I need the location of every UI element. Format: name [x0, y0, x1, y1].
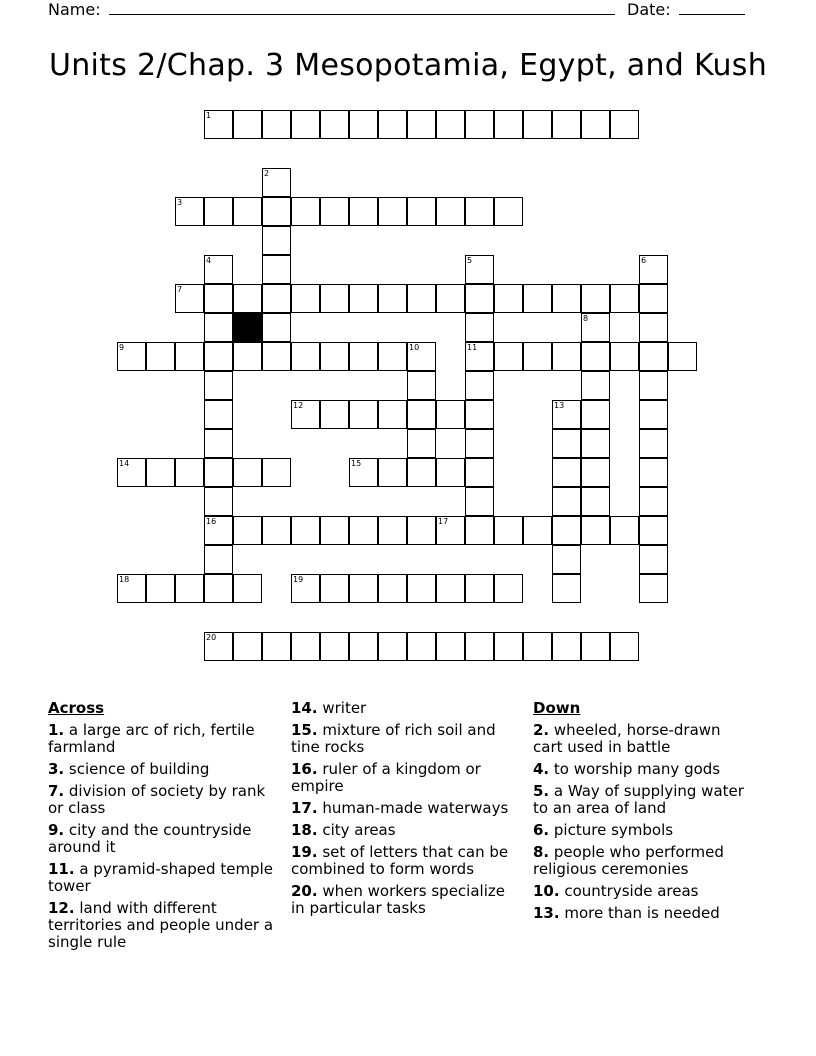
grid-cell[interactable] — [378, 197, 407, 226]
grid-cell[interactable] — [320, 632, 349, 661]
grid-cell[interactable] — [494, 284, 523, 313]
grid-cell[interactable] — [204, 255, 233, 284]
grid-cell[interactable] — [175, 574, 204, 603]
grid-cell[interactable] — [117, 574, 146, 603]
grid-cell[interactable] — [233, 458, 262, 487]
grid-cell[interactable] — [552, 632, 581, 661]
clue-text: to worship many gods — [549, 760, 721, 778]
clue-text: ruler of a kingdom or empire — [291, 760, 481, 795]
grid-cell[interactable] — [465, 255, 494, 284]
clue-number-label: 16. — [291, 760, 318, 778]
clue-number-label: 2. — [533, 721, 550, 739]
grid-cell[interactable] — [581, 516, 610, 545]
down-heading: Down — [533, 699, 581, 717]
clue-number: 11 — [467, 343, 478, 352]
grid-cell[interactable] — [233, 574, 262, 603]
grid-cell[interactable] — [465, 429, 494, 458]
clue-text: picture symbols — [549, 821, 674, 839]
clue-number-label: 20. — [291, 882, 318, 900]
grid-cell[interactable] — [117, 342, 146, 371]
grid-cell[interactable] — [378, 400, 407, 429]
grid-cell[interactable] — [204, 284, 233, 313]
clue-number: 16 — [206, 517, 217, 526]
grid-cell[interactable] — [581, 371, 610, 400]
grid-cell[interactable] — [436, 574, 465, 603]
clue-number-label: 1. — [48, 721, 65, 739]
clue-number-label: 5. — [533, 782, 550, 800]
grid-cell[interactable] — [262, 516, 291, 545]
grid-cell[interactable] — [610, 284, 639, 313]
clue-item — [533, 883, 753, 900]
clue-text: countryside areas — [559, 882, 699, 900]
grid-cell[interactable] — [465, 284, 494, 313]
clue-number: 9 — [119, 343, 125, 352]
grid-cell[interactable] — [523, 110, 552, 139]
grid-cell[interactable] — [378, 284, 407, 313]
grid-cell[interactable] — [639, 342, 668, 371]
grid-cell[interactable] — [291, 284, 320, 313]
grid-cell[interactable] — [552, 110, 581, 139]
grid-cell[interactable] — [407, 197, 436, 226]
clue-number: 15 — [351, 459, 362, 468]
grid-cell[interactable] — [262, 342, 291, 371]
clue-number-label: 18. — [291, 821, 318, 839]
grid-cell[interactable] — [581, 284, 610, 313]
clue-item — [533, 722, 753, 756]
clue-number: 6 — [641, 256, 647, 265]
grid-cell[interactable] — [436, 632, 465, 661]
grid-cell[interactable] — [581, 458, 610, 487]
grid-cell[interactable] — [465, 371, 494, 400]
page-title: Units 2/Chap. 3 Mesopotamia, Egypt, and Kush — [48, 48, 768, 83]
grid-cell[interactable] — [552, 284, 581, 313]
clue-number-label: 9. — [48, 821, 65, 839]
clue-number: 19 — [293, 575, 304, 584]
clue-item — [291, 800, 521, 817]
across-clue-list — [48, 722, 278, 951]
clue-number-label: 4. — [533, 760, 550, 778]
grid-cell[interactable] — [552, 516, 581, 545]
clue-item — [533, 783, 753, 817]
grid-cell[interactable] — [349, 516, 378, 545]
clue-item — [291, 761, 521, 795]
grid-cell[interactable] — [291, 342, 320, 371]
grid-cell[interactable] — [262, 632, 291, 661]
grid-cell[interactable] — [146, 458, 175, 487]
grid-cell[interactable] — [204, 516, 233, 545]
grid-cell[interactable] — [494, 110, 523, 139]
grid-cell[interactable] — [378, 342, 407, 371]
grid-cell[interactable] — [233, 342, 262, 371]
clue-text: city and the countryside around it — [48, 821, 252, 856]
grid-cell[interactable] — [436, 458, 465, 487]
grid-cell[interactable] — [233, 284, 262, 313]
grid-cell[interactable] — [465, 342, 494, 371]
clue-number: 8 — [583, 314, 589, 323]
grid-cell[interactable] — [552, 574, 581, 603]
clue-text: mixture of rich soil and tine rocks — [291, 721, 496, 756]
grid-cell[interactable] — [204, 342, 233, 371]
grid-cell[interactable] — [262, 313, 291, 342]
clue-number: 14 — [119, 459, 130, 468]
grid-cell[interactable] — [378, 574, 407, 603]
grid-cell[interactable] — [465, 110, 494, 139]
grid-cell[interactable] — [349, 110, 378, 139]
grid-cell[interactable] — [552, 342, 581, 371]
grid-cell[interactable] — [581, 313, 610, 342]
grid-cell[interactable] — [378, 458, 407, 487]
grid-cell[interactable] — [262, 284, 291, 313]
grid-cell[interactable] — [175, 458, 204, 487]
grid-cell[interactable] — [291, 400, 320, 429]
grid-cell[interactable] — [349, 632, 378, 661]
clue-item — [48, 783, 278, 817]
grid-cell[interactable] — [581, 429, 610, 458]
grid-cell[interactable] — [233, 516, 262, 545]
grid-cell[interactable] — [320, 400, 349, 429]
clue-number: 7 — [177, 285, 183, 294]
grid-cell[interactable] — [320, 284, 349, 313]
grid-cell[interactable] — [204, 545, 233, 574]
grid-cell[interactable] — [262, 458, 291, 487]
clue-item — [48, 761, 278, 778]
grid-cell[interactable] — [523, 342, 552, 371]
grid-cell[interactable] — [494, 574, 523, 603]
grid-cell[interactable] — [610, 516, 639, 545]
grid-cell[interactable] — [204, 632, 233, 661]
grid-cell[interactable] — [610, 110, 639, 139]
clue-text: when workers specialize in particular tasks — [291, 882, 505, 917]
grid-cell[interactable] — [465, 487, 494, 516]
grid-cell[interactable] — [494, 197, 523, 226]
grid-cell[interactable] — [639, 487, 668, 516]
grid-cell[interactable] — [407, 458, 436, 487]
grid-cell[interactable] — [465, 516, 494, 545]
grid-cell[interactable] — [204, 458, 233, 487]
across-heading: Across — [48, 699, 105, 717]
grid-cell[interactable] — [204, 574, 233, 603]
clue-item — [291, 883, 521, 917]
grid-cell[interactable] — [204, 400, 233, 429]
grid-cell[interactable] — [204, 371, 233, 400]
grid-cell[interactable] — [407, 284, 436, 313]
clue-text: division of society by rank or class — [48, 782, 266, 817]
clue-number: 2 — [264, 169, 270, 178]
grid-cell[interactable] — [204, 487, 233, 516]
grid-cell[interactable] — [436, 400, 465, 429]
clue-number-label: 13. — [533, 904, 560, 922]
grid-cell[interactable] — [465, 197, 494, 226]
clue-item — [48, 861, 278, 895]
grid-cell[interactable] — [349, 458, 378, 487]
clue-text: wheeled, horse-drawn cart used in battle — [533, 721, 721, 756]
grid-cell[interactable] — [204, 313, 233, 342]
grid-cell[interactable] — [233, 110, 262, 139]
grid-cell[interactable] — [233, 197, 262, 226]
grid-cell[interactable] — [204, 110, 233, 139]
clue-item — [291, 722, 521, 756]
grid-cell[interactable] — [349, 342, 378, 371]
grid-cell[interactable] — [175, 197, 204, 226]
grid-cell[interactable] — [262, 168, 291, 197]
grid-cell[interactable] — [407, 429, 436, 458]
clue-item — [291, 822, 521, 839]
grid-cell[interactable] — [407, 632, 436, 661]
grid-cell[interactable] — [465, 574, 494, 603]
grid-cell[interactable] — [146, 342, 175, 371]
grid-cell[interactable] — [291, 574, 320, 603]
grid-cell[interactable] — [465, 632, 494, 661]
clue-number-label: 3. — [48, 760, 65, 778]
clue-number: 10 — [409, 343, 420, 352]
across-clue-list-continued — [291, 700, 521, 917]
clue-text: a pyramid-shaped temple tower — [48, 860, 273, 895]
grid-cell[interactable] — [349, 284, 378, 313]
grid-cell[interactable] — [262, 226, 291, 255]
clue-number: 13 — [554, 401, 565, 410]
grid-cell[interactable] — [175, 342, 204, 371]
grid-cell[interactable] — [436, 516, 465, 545]
grid-cell[interactable] — [552, 400, 581, 429]
clue-number-label: 19. — [291, 843, 318, 861]
grid-cell[interactable] — [349, 197, 378, 226]
date-label: Date: — [627, 0, 671, 19]
grid-cell[interactable] — [262, 197, 291, 226]
grid-cell[interactable] — [378, 516, 407, 545]
grid-cell[interactable] — [639, 574, 668, 603]
clue-item — [291, 844, 521, 878]
grid-cell[interactable] — [320, 197, 349, 226]
clue-number: 4 — [206, 256, 212, 265]
grid-cell[interactable] — [407, 516, 436, 545]
grid-cell[interactable] — [581, 110, 610, 139]
grid-cell[interactable] — [465, 458, 494, 487]
grid-cell[interactable] — [204, 429, 233, 458]
clue-number: 12 — [293, 401, 304, 410]
grid-cell[interactable] — [436, 284, 465, 313]
grid-cell[interactable] — [320, 516, 349, 545]
clue-item — [533, 761, 753, 778]
grid-cell[interactable] — [552, 458, 581, 487]
clue-number: 3 — [177, 198, 183, 207]
grid-cell[interactable] — [639, 429, 668, 458]
clue-text: science of building — [64, 760, 210, 778]
down-clues — [533, 700, 753, 927]
grid-cell[interactable] — [117, 458, 146, 487]
grid-cell[interactable] — [407, 371, 436, 400]
grid-cell[interactable] — [146, 574, 175, 603]
grid-cell[interactable] — [465, 400, 494, 429]
clue-item — [533, 822, 753, 839]
clue-item — [533, 844, 753, 878]
grid-cell[interactable] — [494, 516, 523, 545]
clue-number: 17 — [438, 517, 449, 526]
grid-cell[interactable] — [581, 487, 610, 516]
clue-item — [48, 722, 278, 756]
clue-text: city areas — [317, 821, 396, 839]
grid-cell[interactable] — [204, 197, 233, 226]
clue-text: people who performed religious ceremonies — [533, 843, 724, 878]
clue-number-label: 7. — [48, 782, 65, 800]
grid-cell[interactable] — [175, 284, 204, 313]
clue-number-label: 12. — [48, 899, 75, 917]
name-label: Name: — [48, 0, 101, 19]
clue-text: set of letters that can be combined to form words — [291, 843, 509, 878]
clue-text: more than is needed — [559, 904, 720, 922]
down-clue-list — [533, 722, 753, 922]
clue-text: a large arc of rich, fertile farmland — [48, 721, 255, 756]
grid-cell[interactable] — [639, 545, 668, 574]
grid-cell[interactable] — [320, 110, 349, 139]
clue-text: a Way of supplying water to an area of land — [533, 782, 744, 817]
grid-cell[interactable] — [639, 516, 668, 545]
grid-cell[interactable] — [639, 400, 668, 429]
grid-cell[interactable] — [581, 400, 610, 429]
grid-cell[interactable] — [552, 429, 581, 458]
grid-cell[interactable] — [552, 487, 581, 516]
clue-number-label: 10. — [533, 882, 560, 900]
grid-cell[interactable] — [639, 255, 668, 284]
clue-number-label: 14. — [291, 699, 318, 717]
grid-cell[interactable] — [610, 632, 639, 661]
grid-cell[interactable] — [291, 110, 320, 139]
grid-cell[interactable] — [523, 516, 552, 545]
clue-text: human-made waterways — [317, 799, 509, 817]
clue-item — [291, 700, 521, 717]
clue-number-label: 11. — [48, 860, 75, 878]
grid-cell[interactable] — [233, 632, 262, 661]
clue-text: land with different territories and people under a single rule — [48, 899, 274, 951]
grid-cell[interactable] — [378, 632, 407, 661]
grid-cell[interactable] — [291, 516, 320, 545]
clue-number: 5 — [467, 256, 473, 265]
grid-cell[interactable] — [639, 371, 668, 400]
clue-number-label: 8. — [533, 843, 550, 861]
grid-cell[interactable] — [465, 313, 494, 342]
grid-cell[interactable] — [494, 342, 523, 371]
grid-cell[interactable] — [581, 342, 610, 371]
grid-cell[interactable] — [494, 632, 523, 661]
grid-cell[interactable] — [668, 342, 697, 371]
clue-number: 18 — [119, 575, 130, 584]
clue-item — [533, 905, 753, 922]
grid-cell[interactable] — [407, 110, 436, 139]
across-clues-continued — [291, 700, 521, 922]
grid-cell[interactable] — [407, 574, 436, 603]
grid-cell[interactable] — [262, 255, 291, 284]
clue-text: writer — [317, 699, 367, 717]
across-clues — [48, 700, 278, 956]
clue-item — [48, 900, 278, 951]
clue-number-label: 6. — [533, 821, 550, 839]
grid-cell[interactable] — [552, 545, 581, 574]
grid-cell[interactable] — [581, 632, 610, 661]
grid-cell[interactable] — [291, 632, 320, 661]
grid-cell[interactable] — [610, 342, 639, 371]
grid-cell[interactable] — [523, 632, 552, 661]
clue-number: 20 — [206, 633, 217, 642]
grid-cell[interactable] — [436, 197, 465, 226]
clue-number-label: 17. — [291, 799, 318, 817]
grid-cell[interactable] — [320, 342, 349, 371]
grid-cell[interactable] — [639, 284, 668, 313]
clue-number: 1 — [206, 111, 212, 120]
grid-cell[interactable] — [320, 574, 349, 603]
grid-cell[interactable] — [407, 400, 436, 429]
clue-item — [48, 822, 278, 856]
grid-cell[interactable] — [349, 574, 378, 603]
grid-cell[interactable] — [378, 110, 407, 139]
grid-cell[interactable] — [639, 458, 668, 487]
grid-cell[interactable] — [291, 197, 320, 226]
grid-cell[interactable] — [639, 313, 668, 342]
grid-cell[interactable] — [262, 110, 291, 139]
grid-cell[interactable] — [523, 284, 552, 313]
grid-block — [233, 313, 262, 342]
grid-cell[interactable] — [349, 400, 378, 429]
grid-cell[interactable] — [436, 110, 465, 139]
clue-number-label: 15. — [291, 721, 318, 739]
grid-cell[interactable] — [407, 342, 436, 371]
